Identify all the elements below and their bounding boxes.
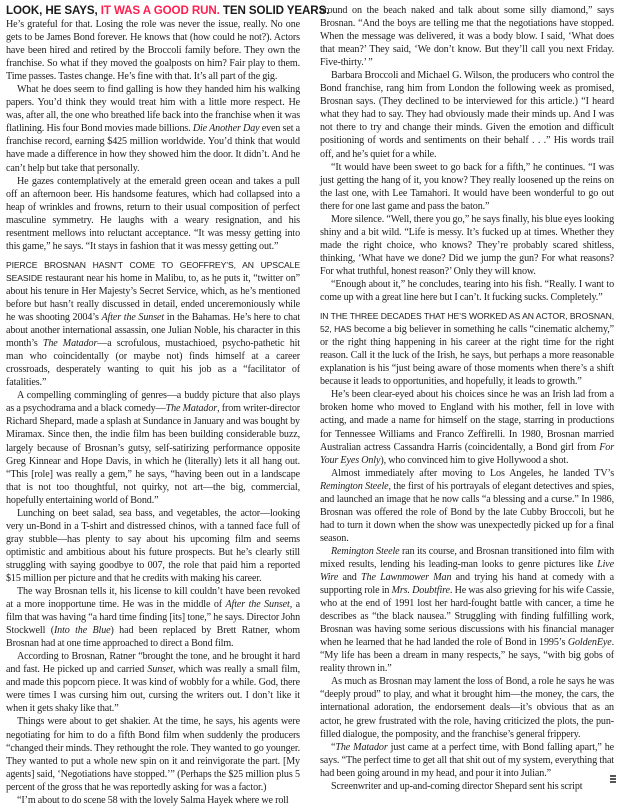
right-column	[320, 4, 614, 793]
paragraph: “I’m about to do scene 58 with the lovely Salma Hayek where we roll	[17, 794, 289, 806]
left-column	[6, 4, 330, 807]
film-title: The Matador	[165, 403, 218, 415]
section-opening-paragraph: PIERCE BROSNAN HASN’T COME TO GEOFFREY’S, AN UPSCALE SEASIDE restaurant near his home in Malibu, to, as he puts it, “twitter on” about his tenure in Her Majesty’s Secret Service, which, as he’s mentioned before but hasn’t really discussed in detail, ended unceremoniously while he was shooting 2004’s After the Sunset in the Bahamas. He’s here to chat about another international assassin, one Julian Noble, his character in this month’s The Matador—a scrofulous, mustachioed, psycho-pathetic hit man who coincidentally (or maybe not) finds himself at a career crossroads, desperately wanting to quit his job as a “facilitator of fatalities.”	[6, 259, 301, 389]
film-title: The Matador	[42, 338, 98, 350]
paragraph: He’s grateful for that. Losing the role was never the issue, really. No one gets to be James Bond forever. He knows that (how could he not?). Actors have been hired and retired by the Broccoli family before. They own the franchise. So what if they moved the goalposts on him? Fair play to them. Time passes. Tastes change. He’s fine with that. It’s all part of the gig.	[6, 19, 300, 83]
lede-end: TEN SOLID YEARS.	[219, 4, 330, 17]
film-title: Live Wire	[320, 558, 614, 584]
lede-accent: IT WAS A GOOD RUN.	[100, 4, 220, 17]
show-title: Remington Steele	[331, 545, 400, 557]
paragraph: What he does seem to find galling is how they handed him his walking papers. You’d think they would treat him with a little more respect. He was, after all, the one who breathed life back into the franchise when it was flatlining. His four Bond movies made billions. Die Another Day even set a franchise record, earning $425 million worldwide. You’d think that would have made a difference in how they showed him the door. It didn’t. And he can’t help but take that personally.	[6, 84, 300, 174]
paragraph: He’s been clear-eyed about his choices since he was an Irish lad from a broken home who moved to England with his mother, fell in love with acting, and made a name for himself on the stage, starring in productions for Tennessee Williams and Franco Zeffirelli. In 1980, Brosnan married Australian actress Cassandra Harris (coincidentally, a Bond girl from For Your Eyes Only), who convinced him to give Hollywood a shot.	[320, 389, 614, 466]
film-title: GoldenEye	[567, 637, 612, 649]
paragraph: Screenwriter and up-and-coming director Shepard sent his script	[331, 780, 583, 792]
paragraph: He gazes contemplatively at the emerald green ocean and takes a pull off an afternoon beer. His handsome features, which had collapsed into a heap of wrinkles and frowns, return to their usual composition of perfect masculine symmetry. He laughs with a weary resignation, and his resentment mellows into reluctant acceptance. “It was messy getting into this game,” he says. “It stays in fashion that it was messy getting out.”	[6, 175, 300, 252]
film-title: After the Sunset	[101, 312, 165, 324]
film-title: Mrs. Doubtfire	[391, 585, 450, 597]
lede-start: LOOK, HE SAYS,	[6, 4, 101, 17]
show-title: Remington Steele	[320, 480, 389, 492]
film-title: The Lawnmower Man	[361, 572, 452, 584]
section-lead-in: IN THE THREE DECADES THAT HE’S WORKED AS AN ACTOR, BROSNAN, 52, HAS	[320, 311, 614, 335]
film-title: The Matador	[335, 741, 388, 753]
paragraph: “The Matador just came at a perfect time, with Bond falling apart,” he says. “The perfect time to get all that shit out of my system, everything that had been going around in my head, and pour it into Julian.”	[320, 741, 614, 779]
section-lead-in: PIERCE BROSNAN HASN’T COME TO GEOFFREY’S, AN UPSCALE SEASIDE	[6, 259, 300, 283]
paragraph: Almost immediately after moving to Los Angeles, he landed TV’s Remington Steele, the first of his portrayals of elegant detectives and spies, and launched an image that he now calls “a blessing and a curse.” In 1986, Brosnan was offered the role of Bond by the late Cubby Broccoli, but he had to turn it down when the show was unexpectedly picked up for a final season.	[320, 467, 614, 544]
paragraph: The way Brosnan tells it, his license to kill couldn’t have been revoked at a more inopportune time. He was in the middle of After the Sunset, a film that was having “a hard time finding [its] tone,” he says. Director John Stockwell (Into the Blue) had been replaced by Brett Ratner, whom Brosnan had at one time approached to direct a Bond film.	[6, 586, 301, 650]
film-title: Die Another Day	[192, 123, 260, 135]
paragraph: “It would have been sweet to go back for a fifth,” he continues. “I was just getting the hang of it, you know? They really loosened up the reins on the last one, with Lee Tamahori. It would have been wonderful to go out there for one last game and pass the baton.”	[320, 161, 614, 212]
paragraph: Remington Steele ran its course, and Brosnan transitioned into film with mixed results, lending his leading-man looks to genre pictures like Live Wire and The Lawnmower Man and trying his hand at comedy with a supporting role in Mrs. Doubtfire. He was also grieving for his wife Cassie, who at the end of 1991 lost her hard-fought battle with cancer, a time he describes as “the black nausea.” Struggling with finding fulfilling work, Brosnan was having some serious discussions with his financial manager when he learned that he had landed the role of Bond in 1995’s GoldenEye. “My life has been a dream in many respects,” he says, “with big gobs of reality thrown in.”	[320, 545, 615, 675]
paragraph: Barbara Broccoli and Michael G. Wilson, the producers who control the Bond franchise, rang him from London the following week as promised, Brosnan says. (They declined to be interviewed for this article.) “I heard what they had to say. They had obviously made their minds up. And I was not there to try and change their minds. Given the emotion and difficult positioning of words and sentiments on their behalf . . .” His words trail off, and he’s quiet for a while.	[320, 70, 614, 160]
lede-headline	[6, 4, 330, 18]
paragraph: As much as Brosnan may lament the loss of Bond, a role he says he was “deeply proud” to play, and what it brought him—the money, the cars, the international adoration, the endorsement deals—it’s obvious that as an actor, he grew frustrated with the role, having criticized the plots, the pun-filled dialogue, the pomposity, and the franchise’s general frippery.	[320, 676, 614, 740]
film-title: Into the Blue	[53, 625, 111, 637]
paragraph: Lunching on beet salad, sea bass, and vegetables, the actor—looking very un-Bond in a T-shirt and distressed chinos, with a tanned face full of gray stubble—has plenty to say about his upcoming film and seems optimistic and ambitious about his future prospects. But he’s clearly still struggling with saying goodbye to 007, the role that paid him a reported $15 million per picture and that he credits with making his career.	[6, 507, 300, 584]
paragraph: More silence. “Well, there you go,” he says finally, his blue eyes looking shiny and a bit wild. “Life is messy. It’s fucked up at times. Whether they made the right choice, who knows? They’re probably scared shitless, thinking, ‘What have we done? Did we jump the gun? For what reasons? For what truthful, honest reason?’ Only they will know.	[320, 213, 614, 277]
film-title: After the Sunset	[225, 599, 290, 611]
section-opening-paragraph: IN THE THREE DECADES THAT HE’S WORKED AS AN ACTOR, BROSNAN, 52, HAS become a big believer in something he calls “cinematic alchemy,” or the right thing happening in his career at the right time for the right reason. Call it the luck of the Irish, he says, but perhaps a more reasonable explanation is his “just being aware of those moments when there’s a shift because it leads to opportunities, and hopefully, it leads to growth.”	[320, 311, 614, 388]
film-title: For Your Eyes Only	[320, 441, 614, 466]
paragraph: around on the beach naked and talk about some silly diamond,” says Brosnan. “And the boys are telling me that the negotiations have stopped. When the message was delivered, it was a body blow. I said, ‘What does that mean?’ They said, ‘We don’t know. But they’ll call you next Friday. Five-thirty.’ ”	[320, 5, 614, 69]
paragraph: “Enough about it,” he concludes, tearing into his fish. “Really. I want to come up with a great line here but I can’t. It fucking sucks. Completely.”	[320, 278, 614, 304]
paragraph: According to Brosnan, Ratner “brought the tone, and he brought it hard and fast. He picked up and carried Sunset, which was really a small film, and made this popcorn piece. It was kind of wobbly for a while. God, there were times I was cursing him out, cursing the writers out. I don’t like it when it gets shaky like that.”	[6, 651, 300, 715]
paragraph: Things were about to get shakier. At the time, he says, his agents were negotiating for him to do a fifth Bond film when suddenly the producers “changed their minds. They rethought the role. They wanted to go younger. They wanted to put a whole new spin on it and reinvigorate the part. [My agents] said, ‘Negotiations have stopped.’” (Perhaps the $25 million plus 5 percent of the gross that he was reportedly asking for was a factor.)	[6, 716, 300, 793]
paragraph: A compelling commingling of genres—a buddy picture that also plays as a psychodrama and a black comedy—The Matador, from writer-director Richard Shepard, made a splash at Sundance in January and was bought by Miramax. Since then, the indie film has been building considerable buzz, largely because of Brosnan’s gutsy, self-satirizing performance opposite Greg Kinnear and Hope Davis, in which he (literally) lets it all hang out. “This [role] was really a gem,” he says, “having been out in a landscape that is not too thoughtful, not quirky, not art—the big, commercial, hopefully entertaining world of Bond.”	[6, 390, 300, 506]
film-title: Sunset	[147, 664, 173, 676]
end-marker-icon	[610, 775, 616, 783]
